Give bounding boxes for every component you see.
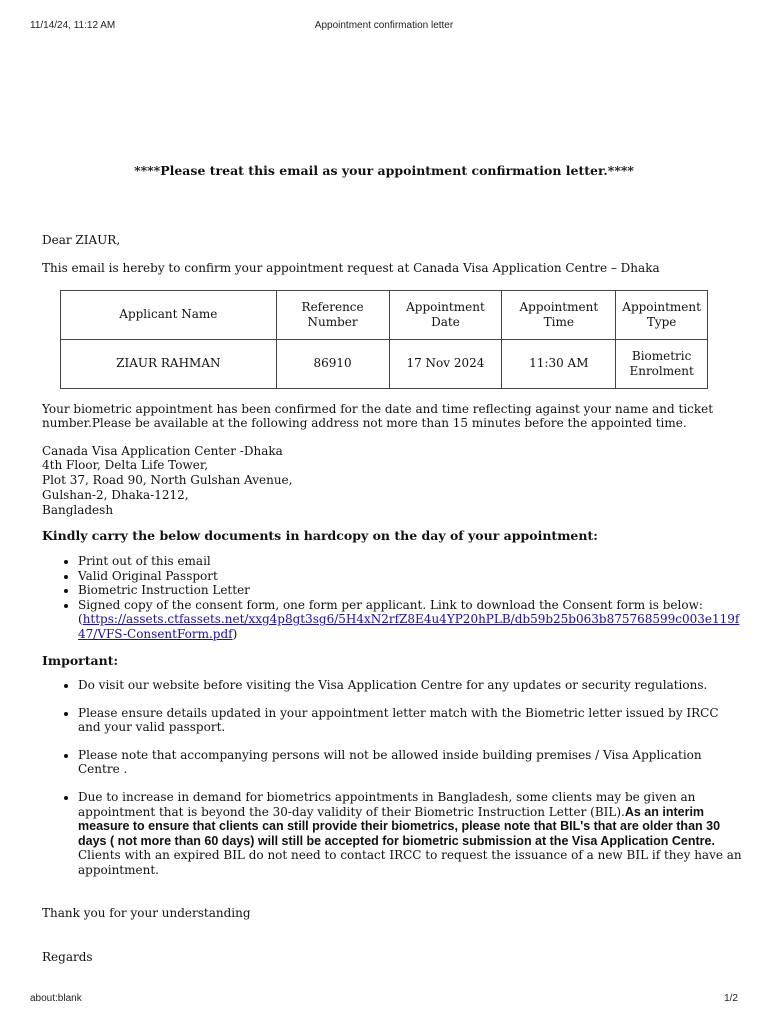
- table-header-row: [61, 290, 708, 339]
- thanks-text: Thank you for your understanding: [42, 905, 251, 920]
- address-line: Canada Visa Application Center -Dhaka: [42, 443, 283, 458]
- consent-text: Signed copy of the consent form, one form per applicant. Link to download the Consent form is below:: [78, 597, 703, 612]
- address-line: Gulshan-2, Dhaka-1212,: [42, 487, 189, 502]
- confirmation-text: Your biometric appointment has been confirmed for the date and time reflecting against your name and ticket number.Please be available at the following address not more than 15 minutes before the appointed time.: [42, 401, 714, 430]
- regards-text: Regards: [42, 950, 93, 965]
- list-item: • Do visit our website before visiting the Visa Application Centre for any updates or security regulations.: [78, 678, 742, 693]
- list-item: • Print out of this email: [78, 554, 742, 569]
- bil-notice-text: Due to increase in demand for biometrics appointments in Bangladesh, some clients may be given an appointment that is beyond the 30-day validity of their Biometric Instruction Letter (BIL).: [78, 790, 696, 819]
- consent-form-link[interactable]: https://assets.ctfassets.net/xxg4p8gt3sg6/5H4xN2rfZ8E4u4YP20hPLB/db59b25b063b875768599c003e119f47/VFS-ConsentForm.pdf: [78, 612, 740, 641]
- intro-text: This email is hereby to confirm your appointment request at Canada Visa Application Centre – Dhaka: [42, 261, 660, 275]
- centre-address: [42, 444, 742, 518]
- header-applicant-name: Applicant Name: [61, 290, 277, 339]
- important-list: [42, 678, 742, 878]
- address-line: Bangladesh: [42, 502, 114, 517]
- address-line: 4th Floor, Delta Life Tower,: [42, 458, 209, 473]
- confirmation-notice: ****Please treat this email as your appointment confirmation letter.****: [134, 163, 634, 178]
- print-datetime: 11/14/24, 11:12 AM: [30, 20, 116, 31]
- letter-body: [42, 164, 742, 965]
- appointment-table: [60, 290, 708, 389]
- page-number: 1/2: [724, 993, 738, 1004]
- header-appointment-time: Appointment Time: [502, 290, 616, 339]
- greeting: Dear ZIAUR,: [42, 232, 121, 247]
- print-url: about:blank: [30, 993, 82, 1004]
- bil-interim-measure: As an interim measure to ensure that clients can still provide their biometrics, please note that BIL's that are older than 30 days ( not more than 60 days) will still be accepted for biometric submission at the Visa Application Centre.: [78, 804, 721, 848]
- cell-appointment-date: 17 Nov 2024: [389, 339, 502, 388]
- header-reference-number: Reference Number: [276, 290, 389, 339]
- list-item: • Valid Original Passport: [78, 569, 742, 584]
- print-footer: [0, 993, 768, 1007]
- cell-applicant-name: ZIAUR RAHMAN: [61, 339, 277, 388]
- important-heading: Important:: [42, 652, 119, 668]
- header-appointment-date: Appointment Date: [389, 290, 502, 339]
- print-header: [0, 20, 768, 34]
- list-item: • Please note that accompanying persons will not be allowed inside building premises / Visa Application Centre .: [78, 748, 742, 777]
- list-item: • Signed copy of the consent form, one form per applicant. Link to download the Consent form is below: (https://assets.ctfassets.net/xxg4p8gt3sg6/5H4xN2rfZ8E4u4YP20hPLB/db59b25b063b875768599c003e119f47/VFS-ConsentForm.pdf): [78, 598, 742, 642]
- address-line: Plot 37, Road 90, North Gulshan Avenue,: [42, 473, 293, 488]
- documents-heading: Kindly carry the below documents in hardcopy on the day of your appointment:: [42, 528, 598, 544]
- table-row: [61, 339, 708, 388]
- list-item: [78, 790, 742, 878]
- cell-appointment-time: 11:30 AM: [502, 339, 616, 388]
- documents-list: [42, 554, 742, 642]
- cell-reference-number: 86910: [276, 339, 389, 388]
- list-item: • Biometric Instruction Letter: [78, 583, 742, 598]
- list-item: • Please ensure details updated in your appointment letter match with the Biometric letter issued by IRCC and your valid passport.: [78, 706, 742, 735]
- header-appointment-type: Appointment Type: [616, 290, 708, 339]
- print-title: Appointment confirmation letter: [314, 20, 454, 31]
- cell-appointment-type: Biometric Enrolment: [616, 339, 708, 388]
- bil-expired-text: Clients with an expired BIL do not need to contact IRCC to request the issuance of a new BIL if they have an appointment.: [78, 848, 742, 877]
